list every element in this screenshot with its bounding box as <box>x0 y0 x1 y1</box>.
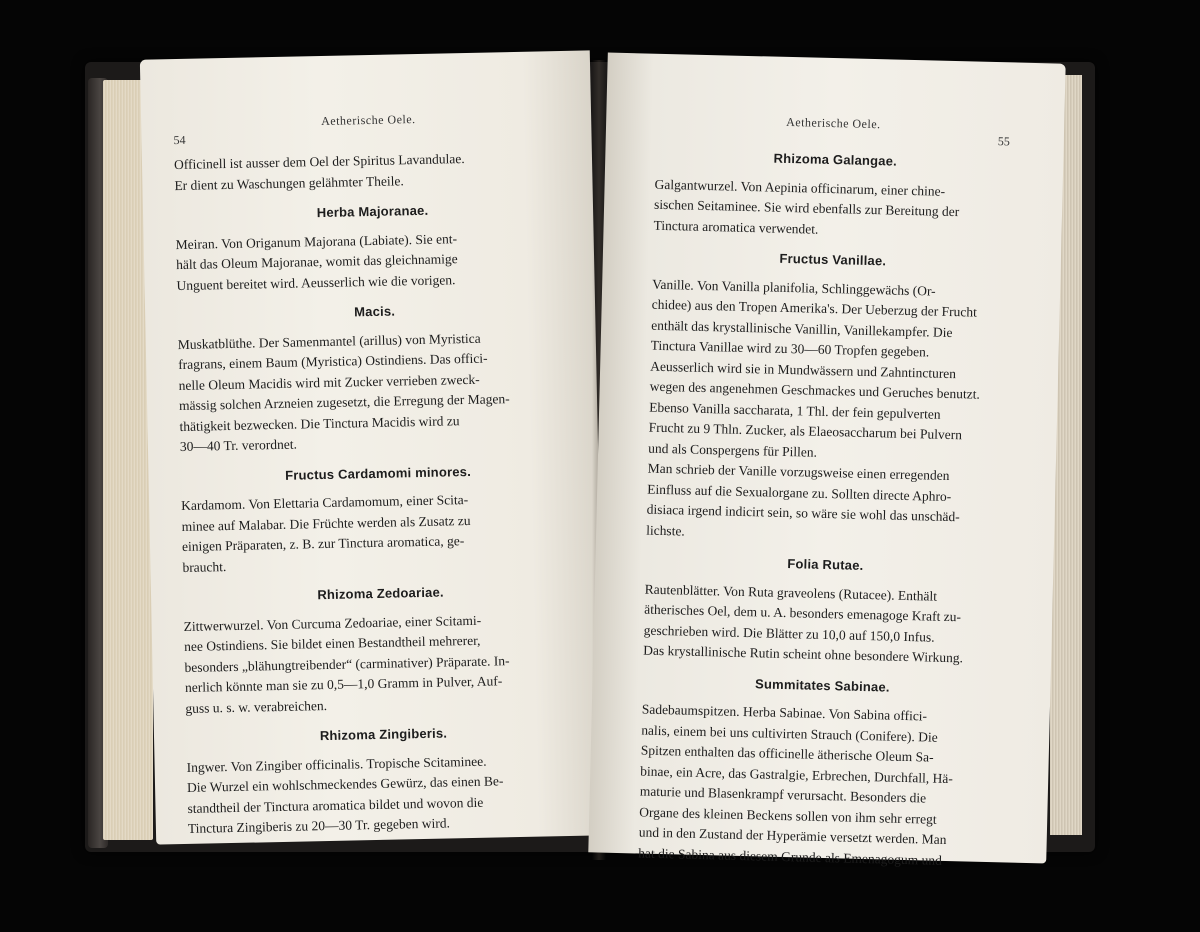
text-line: Tinctura aromatica verwendet. <box>653 217 819 237</box>
text-line: Spitzen enthalten das officinelle ätherische Oleum Sa- <box>640 742 934 765</box>
text-line: lichste. <box>646 522 685 539</box>
text-line: Die Wurzel ein wohlschmeckendes Gewürz, das einen Be- <box>186 773 504 795</box>
text-line: maturie und Blasenkrampf verursacht. Besonders die <box>639 783 927 806</box>
text-line: Rautenblätter. Von Ruta graveolens (Rutacee). Enthält <box>644 581 938 604</box>
text-line: Unguent bereitet wird. Aeusserlich wie die vorigen. <box>176 271 456 293</box>
running-head-right: Aetherische Oele. <box>786 114 881 132</box>
text-line: Tinctura Vanillae wird zu 30—60 Tropfen gegeben. <box>650 337 930 360</box>
text-line: binae, ein Acre, das Gastralgie, Erbrechen, Durchfall, Hä- <box>640 763 954 786</box>
text-line: Aeusserlich wird sie in Mundwässern und Zahntincturen <box>650 358 957 381</box>
text-line: minee auf Malabar. Die Früchte werden als Zusatz zu <box>181 512 471 534</box>
section-heading: Rhizoma Zedoariae. <box>317 584 444 603</box>
text-line: Muskatblüthe. Der Samenmantel (arillus) von Myristica <box>177 330 481 352</box>
text-line: Man schrieb der Vanille vorzugsweise einen erregenden <box>647 460 950 483</box>
text-line: hält das Oleum Majoranae, womit das gleichnamige <box>175 251 458 273</box>
text-line: Sadebaumspitzen. Herba Sabinae. Von Sabina offici- <box>641 701 928 724</box>
text-line: Das krystallinische Rutin scheint ohne besondere Wirkung. <box>643 642 964 666</box>
section-heading: Fructus Vanillae. <box>779 250 887 269</box>
section-heading: Macis. <box>354 303 396 320</box>
text-line: besonders „blähungtreibender“ (carminativer) Präparate. In- <box>184 652 510 675</box>
text-line: wegen des angenehmen Geschmackes und Geruches benutzt. <box>649 378 981 402</box>
text-line: Einfluss auf die Sexualorgane zu. Sollten directe Aphro- <box>647 481 952 504</box>
text-line: standtheil der Tinctura aromatica bildet und wovon die <box>187 794 484 816</box>
section-heading: Rhizoma Galangae. <box>773 150 898 169</box>
right-sections <box>638 146 1015 873</box>
text-line: nee Ostindiens. Sie bildet einen Bestandtheil mehrerer, <box>183 632 481 654</box>
running-head-left: Aetherische Oele. <box>321 112 416 129</box>
text-line: nerlich könnte man sie zu 0,5—1,0 Gramm in Pulver, Auf- <box>184 673 503 695</box>
text-line: ätherisches Oel, dem u. A. besonders emenagoge Kraft zu- <box>644 601 962 625</box>
text-line: und in den Zustand der Hyperämie versetzt werden. Man <box>638 824 947 848</box>
text-line: hat die Sabina aus diesem Grunde als Emenagogum und <box>638 845 943 868</box>
left-page-text <box>174 147 583 840</box>
section-heading: Rhizoma Zingiberis. <box>319 725 448 744</box>
text-line: Galgantwurzel. Von Aepinia officinarum, einer chine- <box>654 176 946 199</box>
text-line: Zittwerwurzel. Von Curcuma Zedoariae, einer Scitami- <box>183 612 482 634</box>
text-line: Tinctura Zingiberis zu 20—30 Tr. gegeben wird. <box>187 815 451 836</box>
text-line: und als Conspergens für Pillen. <box>648 440 818 460</box>
intro-line: Officinell ist ausser dem Oel der Spiritus Lavandulae. <box>173 151 465 173</box>
text-line: braucht. <box>182 558 227 575</box>
text-line: sischen Seitaminee. Sie wird ebenfalls zur Bereitung der <box>653 196 960 220</box>
text-line: fragrans, einem Baum (Myristica) Ostindiens. Das offici- <box>178 350 488 373</box>
text-line: nelle Oleum Macidis wird mit Zucker verrieben zweck- <box>178 371 480 393</box>
text-line: Frucht zu 9 Thln. Zucker, als Elaeosaccharum bei Pulvern <box>648 419 963 443</box>
text-line: disiaca irgend indicirt sein, so wäre sie wohl das unschäd- <box>646 501 960 525</box>
section-heading: Fructus Cardamomi minores. <box>284 463 472 483</box>
section-heading: Summitates Sabinae. <box>754 675 890 695</box>
intro-line: Er dient zu Waschungen gelähmter Theile. <box>174 172 404 193</box>
text-line: mässig solchen Arzneien zugesetzt, die Erregung der Magen- <box>178 391 510 414</box>
section-heading: Folia Rutae. <box>787 556 864 573</box>
text-line: guss u. s. w. verabreichen. <box>185 697 328 716</box>
text-line: einigen Präparaten, z. B. zur Tinctura aromatica, ge- <box>181 533 465 555</box>
left-sections <box>175 198 583 840</box>
text-line: enthält das krystallinische Vanillin, Vanillekampfer. Die <box>651 317 953 340</box>
text-line: Organe des kleinen Beckens sollen von ihm sehr erregt <box>639 804 937 827</box>
right-page <box>588 53 1065 868</box>
text-line: 30—40 Tr. verordnet. <box>179 436 298 455</box>
text-line: nalis, einem bei uns cultivirten Strauch (Conifere). Die <box>641 722 938 745</box>
page-number-left: 54 <box>173 132 186 148</box>
text-line: geschrieben wird. Die Blätter zu 10,0 auf 150,0 Infus. <box>643 622 935 645</box>
text-line: Ingwer. Von Zingiber officinalis. Tropische Scitaminee. <box>186 753 487 775</box>
text-line: Vanille. Von Vanilla planifolia, Schlinggewächs (Or- <box>652 276 936 299</box>
text-line: chidee) aus den Tropen Amerika's. Der Ueberzug der Frucht <box>651 296 978 320</box>
text-line: Ebenso Vanilla saccharata, 1 Thl. der fein gepulverten <box>649 399 941 422</box>
text-line: Kardamom. Von Elettaria Cardamomum, einer Scita- <box>181 492 469 514</box>
text-line: thätigkeit bezwecken. Die Tinctura Macidis wird zu <box>179 412 460 434</box>
section-heading: Herba Majoranae. <box>316 202 429 221</box>
left-page <box>140 50 606 844</box>
right-page-text <box>638 136 1016 873</box>
text-line: Meiran. Von Origanum Majorana (Labiate). Sie ent- <box>175 230 458 252</box>
page-number-right: 55 <box>997 134 1010 149</box>
